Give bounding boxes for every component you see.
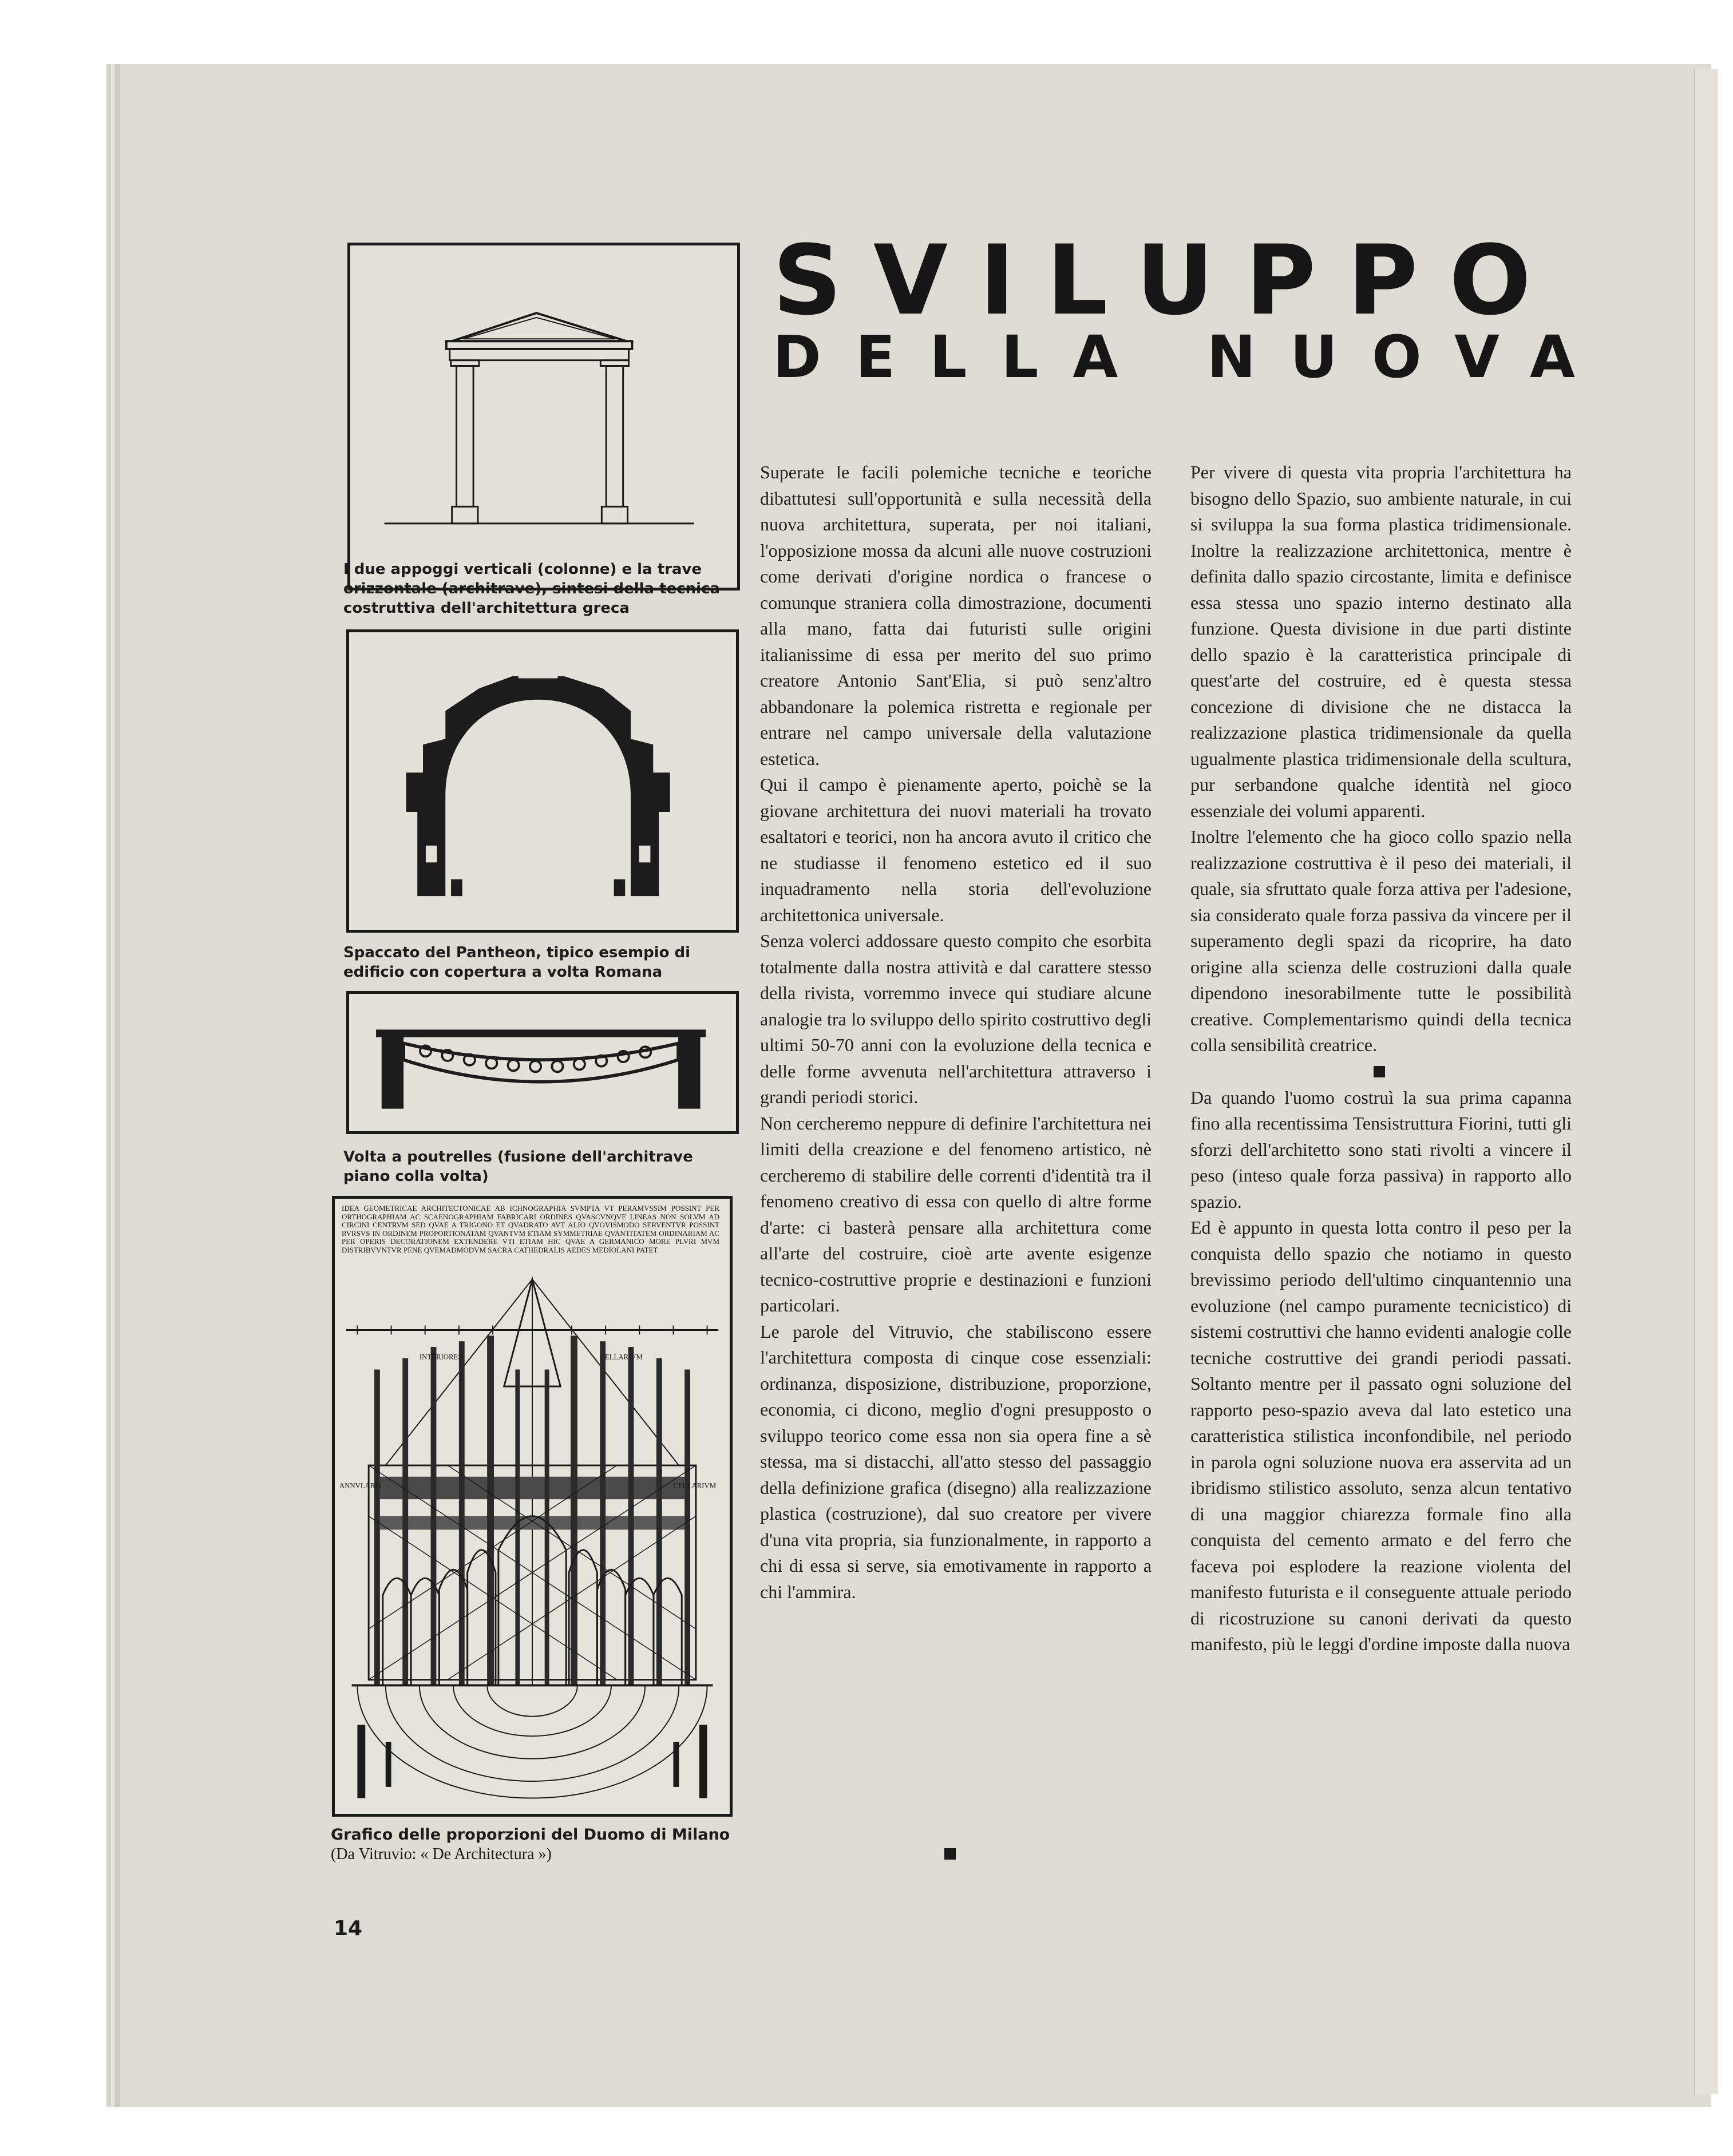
paragraph: Senza volerci addossare questo compito che esorbita totalmente dalla nostra attività e dal carattere stesso della rivista, vorremmo invece qui studiare alcune analogie tra lo sviluppo dello spirito costruttivo degli ultimi 50-70 anni con la evoluzione della tecnica e delle forme avvenuta nell'architettura attraverso i grandi periodi storici. xyxy=(760,930,1152,1107)
title-line-1: SVILUPPO xyxy=(773,224,1563,336)
caption-figure-4-source: (Da Vitruvio: « De Architectura ») xyxy=(331,1845,552,1863)
page-edge xyxy=(1694,69,1718,2094)
figure-pantheon xyxy=(346,629,739,933)
title-line-2: DELLA NUOVA xyxy=(773,323,1609,391)
poutrelles-drawing xyxy=(349,994,736,1131)
figure-poutrelles-vault xyxy=(346,991,739,1134)
section-divider xyxy=(1190,1059,1572,1085)
duomo-label-far-right: CELLARIVM xyxy=(673,1481,717,1490)
paragraph: Non cercheremo neppure di definire l'architettura nei limiti della creazione e del fenomeno artistico, nè cercheremo di stabilire delle correnti d'identità tra il fenomeno creativo di essa con quello di altre forme d'arte: ci basterà pensare alla architettura come all'arte del costruire, cioè arte avente esigenze tecnico-costruttive proprie e destinazioni e funzioni particolari. xyxy=(760,1112,1152,1315)
paragraph: Qui il campo è pienamente aperto, poichè se la giovane architettura dei nuovi materiali ha trovato esaltatori e teorici, non ha ancora avuto il critico che ne studiasse il fenomeno estetico ed il suo inquadramento nella storia dell'evoluzione architettonica universale. xyxy=(760,774,1152,925)
paragraph: Ed è appunto in questa lotta contro il peso per la conquista dello spazio che notiamo in questo brevissimo periodo dell'ultimo cinquantennio una evoluzione (nel campo puramente tecnicistico) di sistemi costruttivi che hanno evidenti analogie colle tecniche costruttive dei grandi periodi passati. Soltanto mentre per il passato ogni soluzione del rapporto peso-spazio aveva dal lato estetico una caratteristica stilistica inconfondibile, nel periodo in parola ogni soluzione nuova era asservita ad un ibridismo stilistico assoluto, senza alcun tentativo di una maggior chiarezza formale fino alla conquista del cemento armato e del ferro che faceva poi esplodere la reazione violenta del manifesto futurista e il conseguente attuale periodo di ricostruzione su canoni derivati da questo manifesto, più le leggi d'ordine imposte dalla nuova xyxy=(1190,1217,1572,1654)
figure-duomo-milano xyxy=(332,1196,733,1817)
duomo-label-far-left: ANNVLARIS xyxy=(339,1481,382,1490)
caption-figure-4: Grafico delle proporzioni del Duomo di Milano xyxy=(331,1826,730,1844)
paragraph: Da quando l'uomo costruì la sua prima capanna fino alla recentissima Tensistruttura Fiorini, tutti gli sforzi dell'architetto sono stati rivolti a vincere il peso (inteso quale forza passiva) in rapporto allo spazio. xyxy=(1190,1087,1572,1212)
article-column-right xyxy=(1190,459,1572,1658)
paragraph: Per vivere di questa vita propria l'architettura ha bisogno dello Spazio, suo ambiente naturale, in cui si sviluppa la sua forma plastica tridimensionale. Inoltre la realizzazione architettonica, mentre è definita dallo spazio circostante, limita e definisce essa stessa uno spazio interno destinato alla funzione. Questa divisione in due parti distinte dello spazio è la caratteristica principale di quest'arte del costruire, ed è questa stessa concezione di divisione che ne distacca la realizzazione plastica tridimensionale da quella ugualmente plastica tridimensionale della scultura, pur serbandone qualche identità nel gioco essenziale dei volumi apparenti. xyxy=(1190,462,1572,821)
duomo-label-left: INTERIORES xyxy=(419,1353,462,1361)
end-mark-middle xyxy=(944,1848,956,1860)
vitruvius-inscription: IDEA GEOMETRICAE ARCHITECTONICAE AB ICHNOGRAPHIA SVMPTA VT PERAMVSSIM POSSINT PER ORTHOGRAPHIAM AC SCAENOGRAPHIAM FABRICARI ORDINES QVASCVNQVE LINEAS NON SOLVM AD CIRCINI CENTRVM SED QVAE A TRIGONO ET QVADRATO AVT ALIO QVOVISMODO SERVENTVR POSSINT RVRSVS IN ORDINEM PROPORTIONATAM QVANTVM ETIAM SYMMETRIAE QVANTITATEM ORDINARIAM AC PER OPERIS DECORATIONEM EXTENDERE VTI ETIAM HIC QVAE A GERMANICO MORE PLVRI MVM DISTRIBVVNTVR PENE QVEMADMODVM SACRA CATHEDRALIS AEDES MEDIOLANI PATET xyxy=(342,1204,719,1254)
greek-temple-drawing xyxy=(350,245,737,588)
caption-figure-3: Volta a poutrelles (fusione dell'architrave piano colla volta) xyxy=(343,1148,693,1185)
caption-figure-2: Spaccato del Pantheon, tipico esempio di edificio con copertura a volta Romana xyxy=(343,944,691,981)
article-column-middle xyxy=(760,459,1152,1605)
figure-greek-trilithon xyxy=(347,243,740,590)
paragraph: Superate le facili polemiche tecniche e teoriche dibattutesi sull'opportunità e sulla necessità della nuova architettura, superata, per noi italiani, l'opposizione mossa da alcuni alle nuove costruzioni come derivati d'origine nordica o francese o comunque straniera colla dimostrazione, documenti alla mano, fatta dai futuristi sulle origini italianissime di essa per merito del suo primo creatore Antonio Sant'Elia, si può senz'altro abbandonare la polemica ristretta e regionale per entrare nel campo universale della valutazione estetica. xyxy=(760,462,1152,769)
pantheon-section-drawing xyxy=(349,632,736,930)
caption-figure-1: I due appoggi verticali (colonne) e la trave orizzontale (architrave), sintesi della tecnica costruttiva dell'architettura greca xyxy=(343,561,720,617)
paragraph: Inoltre l'elemento che ha gioco collo spazio nella realizzazione costruttiva è il peso dei materiali, il quale, sia sfruttato quale forza attiva per l'adesione, sia considerato quale forza passiva da vincere per il superamento degli spazi da ricoprire, ha dato origine alla scienza delle costruzioni dalla quale dipendono inesorabilmente tutte le possibilità creative. Complementarismo quindi della tecnica colla sensibilità creatrice. xyxy=(1190,826,1572,1055)
paragraph: Le parole del Vitruvio, che stabiliscono essere l'architettura composta di cinque cose essenziali: ordinanza, disposizione, distribuzione, proporzione, economia, ci dicono, meglio d'ogni presupposto o sviluppo teorico come essa non sia opera fine a sè stessa, ma si distacchi, all'atto stesso del passaggio della definizione grafica (disegno) alla realizzazione plastica (costruzione), dal suo creatore per vivere d'una vita propria, sia funzionalmente, in rapporto a chi di essa si serve, sia emotivamente in rapporto a chi l'ammira. xyxy=(760,1321,1152,1602)
page-number: 14 xyxy=(334,1917,363,1940)
duomo-label-right: CELLARIVM xyxy=(600,1353,643,1361)
duomo-proportion-drawing xyxy=(335,1199,730,1814)
